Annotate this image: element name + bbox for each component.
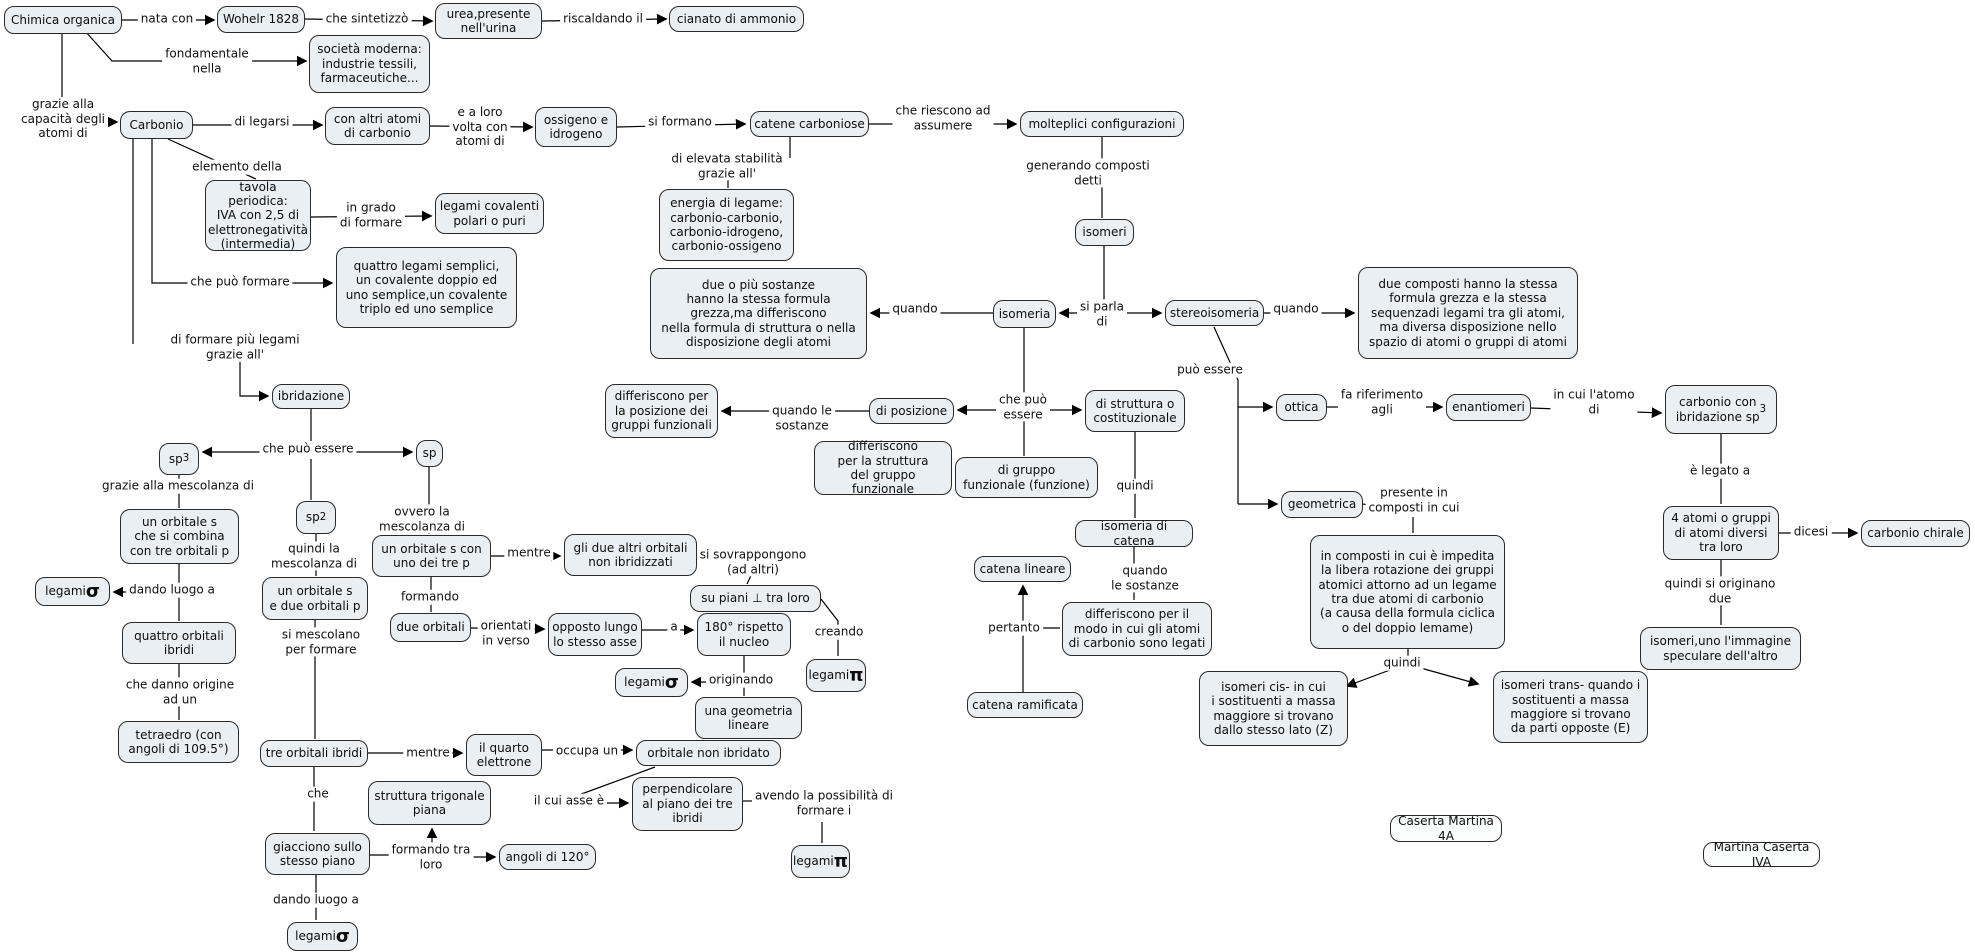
link-label-il-cui-asse[interactable]: il cui asse è bbox=[531, 794, 607, 809]
link-label-formando[interactable]: formando bbox=[398, 590, 462, 605]
node-quattro-orbitali-ibridi[interactable]: quattro orbitali ibridi bbox=[122, 622, 236, 664]
node-stereoisomeria[interactable]: stereoisomeria bbox=[1165, 300, 1264, 326]
node-differiscono-modo[interactable]: differiscono per il modo in cui gli atomi di carbonio sono legati bbox=[1062, 602, 1212, 656]
node-catene-carboniose[interactable]: catene carboniose bbox=[750, 111, 869, 137]
node-4-atomi[interactable]: 4 atomi o gruppi di atomi diversi tra loro bbox=[1663, 506, 1779, 560]
node-isomeri-speculari[interactable]: isomeri,uno l'immagine speculare dell'altro bbox=[1640, 627, 1801, 670]
node-legami-pi-1[interactable]: legami π bbox=[806, 659, 866, 692]
link-label-di-legarsi[interactable]: di legarsi bbox=[232, 115, 293, 130]
link-label-grazie-capacita[interactable]: grazie alla capacità degli atomi di bbox=[18, 97, 108, 141]
node-angoli-120[interactable]: angoli di 120° bbox=[499, 844, 596, 870]
link-label-che-riescono[interactable]: che riescono ad assumere bbox=[893, 103, 994, 132]
edge-38 bbox=[1417, 667, 1478, 684]
link-label-che[interactable]: che bbox=[304, 787, 332, 802]
node-di-struttura[interactable]: di struttura o costituzionale bbox=[1085, 390, 1185, 432]
link-label-dando-luogo-1[interactable]: dando luogo a bbox=[126, 583, 218, 598]
node-carbonio[interactable]: Carbonio bbox=[120, 111, 193, 139]
link-label-occupa-un[interactable]: occupa un bbox=[553, 744, 621, 759]
link-label-che-danno-origine[interactable]: che danno origine ad un bbox=[123, 677, 237, 706]
link-label-in-cui-atomo[interactable]: in cui l'atomo di bbox=[1550, 387, 1637, 416]
node-urea[interactable]: urea,presente nell'urina bbox=[435, 3, 542, 39]
link-label-che-puo-formare[interactable]: che può formare bbox=[187, 275, 292, 290]
node-due-composti[interactable]: due composti hanno la stessa formula grezza e la stessa sequenzadi legami tra gli atomi, ma diversa disposizione nello spazio di atomi o gruppi di atomi bbox=[1358, 267, 1578, 359]
node-due-o-piu-sostanze[interactable]: due o più sostanze hanno la stessa formula grezza,ma differiscono nella formula di struttura o nella disposizione degli atomi bbox=[650, 268, 867, 359]
link-label-ovvero-mescolanza[interactable]: ovvero la mescolanza di bbox=[376, 504, 468, 533]
link-label-nata-con[interactable]: nata con bbox=[138, 12, 196, 27]
node-opposto-lungo[interactable]: opposto lungo lo stesso asse bbox=[548, 613, 642, 656]
link-label-in-grado[interactable]: in grado di formare bbox=[337, 200, 405, 229]
link-label-quindi-si-originano[interactable]: quindi si originano due bbox=[1662, 576, 1779, 605]
node-differiscono-struttura[interactable]: differiscono per la struttura del gruppo funzionale bbox=[814, 441, 952, 495]
link-label-generando[interactable]: generando composti detti bbox=[1023, 158, 1153, 187]
link-label-avendo-possibilita[interactable]: avendo la possibilità di formare i bbox=[752, 788, 896, 817]
link-label-si-formano[interactable]: si formano bbox=[645, 115, 715, 130]
node-ossigeno-idrogeno[interactable]: ossigeno e idrogeno bbox=[535, 107, 617, 147]
node-geometria-lineare[interactable]: una geometria lineare bbox=[695, 697, 802, 739]
node-enantiomeri[interactable]: enantiomeri bbox=[1446, 394, 1531, 421]
node-firma-2[interactable]: Martina Caserta IVA bbox=[1703, 842, 1820, 867]
link-label-mentre-2[interactable]: mentre bbox=[403, 746, 452, 761]
node-tre-orbitali-ibridi[interactable]: tre orbitali ibridi bbox=[260, 740, 368, 767]
node-su-piani[interactable]: su piani ⊥ tra loro bbox=[690, 585, 821, 612]
node-isomeria-di-catena[interactable]: isomeria di catena bbox=[1075, 520, 1193, 547]
link-label-pertanto[interactable]: pertanto bbox=[985, 621, 1043, 636]
link-label-che-puo-essere-ibrid[interactable]: che può essere bbox=[259, 442, 356, 457]
node-orbitale-s-uno-tre-p[interactable]: un orbitale s con uno dei tre p bbox=[372, 535, 491, 577]
node-firma-1[interactable]: Caserta Martina 4A bbox=[1390, 815, 1502, 842]
node-societa-moderna[interactable]: società moderna: industrie tessili, farmaceutiche... bbox=[309, 35, 430, 93]
node-isomeria[interactable]: isomeria bbox=[993, 300, 1056, 328]
link-label-puo-essere[interactable]: può essere bbox=[1174, 363, 1246, 378]
node-due-orbitali[interactable]: due orbitali bbox=[390, 613, 471, 642]
node-sp[interactable]: sp bbox=[416, 440, 443, 467]
link-label-dando-luogo-2[interactable]: dando luogo a bbox=[270, 893, 362, 908]
node-carbonio-ibridazione-sp3[interactable]: carbonio con ibridazione sp 3 bbox=[1665, 385, 1777, 434]
node-tetraedro[interactable]: tetraedro (con angoli di 109.5°) bbox=[118, 721, 239, 763]
node-180-rispetto[interactable]: 180° rispetto il nucleo bbox=[697, 613, 791, 656]
link-label-presente-in[interactable]: presente in composti in cui bbox=[1366, 485, 1463, 514]
node-molteplici-configurazioni[interactable]: molteplici configurazioni bbox=[1020, 111, 1184, 137]
node-differiscono-posizione[interactable]: differiscono per la posizione dei gruppi funzionali bbox=[605, 384, 718, 438]
node-giacciono[interactable]: giacciono sullo stesso piano bbox=[265, 833, 370, 875]
node-isomeri-trans[interactable]: isomeri trans- quando i sostituenti a massa maggiore si trovano da parti opposte (E) bbox=[1493, 671, 1648, 743]
node-sp3[interactable]: sp 3 bbox=[159, 443, 199, 475]
node-tavola-periodica[interactable]: tavola periodica: IVA con 2,5 di elettronegatività (intermedia) bbox=[205, 180, 311, 251]
node-quattro-legami[interactable]: quattro legami semplici, un covalente doppio ed uno semplice,un covalente triplo ed uno semplice bbox=[336, 247, 517, 328]
link-label-quando-sx[interactable]: quando bbox=[889, 302, 940, 317]
link-label-e-legato-a[interactable]: è legato a bbox=[1687, 464, 1753, 479]
link-label-e-a-loro-volta[interactable]: e a loro volta con atomi di bbox=[449, 105, 510, 149]
edge-42 bbox=[240, 362, 268, 396]
link-label-di-formare-piu[interactable]: di formare più legami grazie all' bbox=[167, 332, 302, 361]
link-label-dicesi[interactable]: dicesi bbox=[1791, 525, 1832, 540]
node-legami-sigma-2[interactable]: legami σ bbox=[615, 668, 688, 697]
node-ottica[interactable]: ottica bbox=[1276, 394, 1327, 421]
node-cianato-di-ammonio[interactable]: cianato di ammonio bbox=[669, 6, 804, 32]
node-orbitale-s-due-p[interactable]: un orbitale s e due orbitali p bbox=[262, 577, 368, 620]
node-sp2[interactable]: sp 2 bbox=[296, 501, 336, 534]
node-geometrica[interactable]: geometrica bbox=[1281, 491, 1363, 518]
node-composti-impedita[interactable]: in composti in cui è impedita la libera rotazione dei gruppi atomici attorno ad un legame tra due atomi di carbonio (a causa della formula ciclica o del doppio lemame) bbox=[1310, 535, 1505, 649]
node-ibridazione[interactable]: ibridazione bbox=[272, 384, 350, 409]
link-label-si-parla-di[interactable]: si parla di bbox=[1077, 299, 1127, 328]
node-perpendicolare[interactable]: perpendicolare al piano dei tre ibridi bbox=[632, 777, 743, 831]
link-label-formando-tra-loro[interactable]: formando tra loro bbox=[389, 842, 474, 871]
node-wohelr-1828[interactable]: Wohelr 1828 bbox=[217, 6, 305, 33]
link-label-fondamentale-nella[interactable]: fondamentale nella bbox=[162, 46, 252, 75]
link-label-che-sintetizzo[interactable]: che sintetizzò bbox=[323, 12, 412, 27]
link-label-quando-le-sostanze-2[interactable]: quando le sostanze bbox=[1108, 563, 1182, 592]
node-orbitale-s-tre-p[interactable]: un orbitale s che si combina con tre orbitali p bbox=[120, 509, 239, 564]
link-label-originando[interactable]: originando bbox=[706, 673, 776, 688]
node-isomeri-cis[interactable]: isomeri cis- in cui i sostituenti a massa maggiore si trovano dallo stesso lato (Z) bbox=[1199, 671, 1348, 746]
link-label-quando-le-sostanze-1[interactable]: quando le sostanze bbox=[769, 403, 835, 432]
link-label-elemento-della[interactable]: elemento della bbox=[189, 160, 285, 175]
node-di-posizione[interactable]: di posizione bbox=[869, 398, 954, 424]
node-due-altri-orbitali[interactable]: gli due altri orbitali non ibridizzati bbox=[564, 534, 697, 576]
node-energia-di-legame[interactable]: energia di legame: carbonio-carbonio, carbonio-idrogeno, carbonio-ossigeno bbox=[659, 189, 794, 261]
node-legami-pi-2[interactable]: legami π bbox=[791, 845, 850, 878]
link-label-fa-riferimento[interactable]: fa riferimento agli bbox=[1338, 387, 1426, 416]
node-struttura-trigonale[interactable]: struttura trigonale piana bbox=[368, 781, 491, 825]
edge-26 bbox=[1214, 327, 1238, 504]
link-label-creando[interactable]: creando bbox=[812, 625, 867, 640]
link-label-di-elevata[interactable]: di elevata stabilità grazie all' bbox=[668, 151, 785, 180]
link-label-orientati[interactable]: orientati in verso bbox=[478, 618, 535, 647]
link-label-si-sovrappongono[interactable]: si sovrappongono (ad altri) bbox=[697, 547, 809, 576]
node-di-gruppo-funzionale[interactable]: di gruppo funzionale (funzione) bbox=[955, 457, 1098, 498]
node-orbitale-non-ibridato[interactable]: orbitale non ibridato bbox=[636, 740, 781, 766]
node-quarto-elettrone[interactable]: il quarto elettrone bbox=[466, 734, 542, 776]
link-label-a[interactable]: a bbox=[667, 620, 680, 635]
node-legami-covalenti[interactable]: legami covalenti polari o puri bbox=[435, 193, 544, 234]
link-label-mentre-1[interactable]: mentre bbox=[504, 546, 553, 561]
node-catena-ramificata[interactable]: catena ramificata bbox=[967, 692, 1083, 718]
link-label-che-puo-essere-isom[interactable]: che può essere bbox=[996, 392, 1050, 421]
node-con-altri-atomi[interactable]: con altri atomi di carbonio bbox=[325, 107, 430, 145]
node-catena-lineare[interactable]: catena lineare bbox=[974, 556, 1071, 582]
link-label-si-mescolano[interactable]: si mescolano per formare bbox=[279, 627, 363, 656]
link-label-quindi-mescolanza[interactable]: quindi la mescolanza di bbox=[268, 541, 360, 570]
node-chimica-organica[interactable]: Chimica organica bbox=[4, 6, 122, 34]
link-label-riscaldando-il[interactable]: riscaldando il bbox=[560, 12, 646, 27]
link-label-quindi-1[interactable]: quindi bbox=[1113, 479, 1156, 494]
link-label-grazie-mescolanza[interactable]: grazie alla mescolanza di bbox=[99, 479, 257, 494]
link-label-quando-dx[interactable]: quando bbox=[1270, 302, 1321, 317]
node-legami-sigma-1[interactable]: legami σ bbox=[35, 577, 110, 606]
node-carbonio-chirale[interactable]: carbonio chirale bbox=[1861, 520, 1970, 547]
node-legami-sigma-3[interactable]: legami σ bbox=[287, 922, 358, 951]
link-label-quindi-2[interactable]: quindi bbox=[1380, 656, 1423, 671]
node-isomeri[interactable]: isomeri bbox=[1075, 219, 1134, 246]
